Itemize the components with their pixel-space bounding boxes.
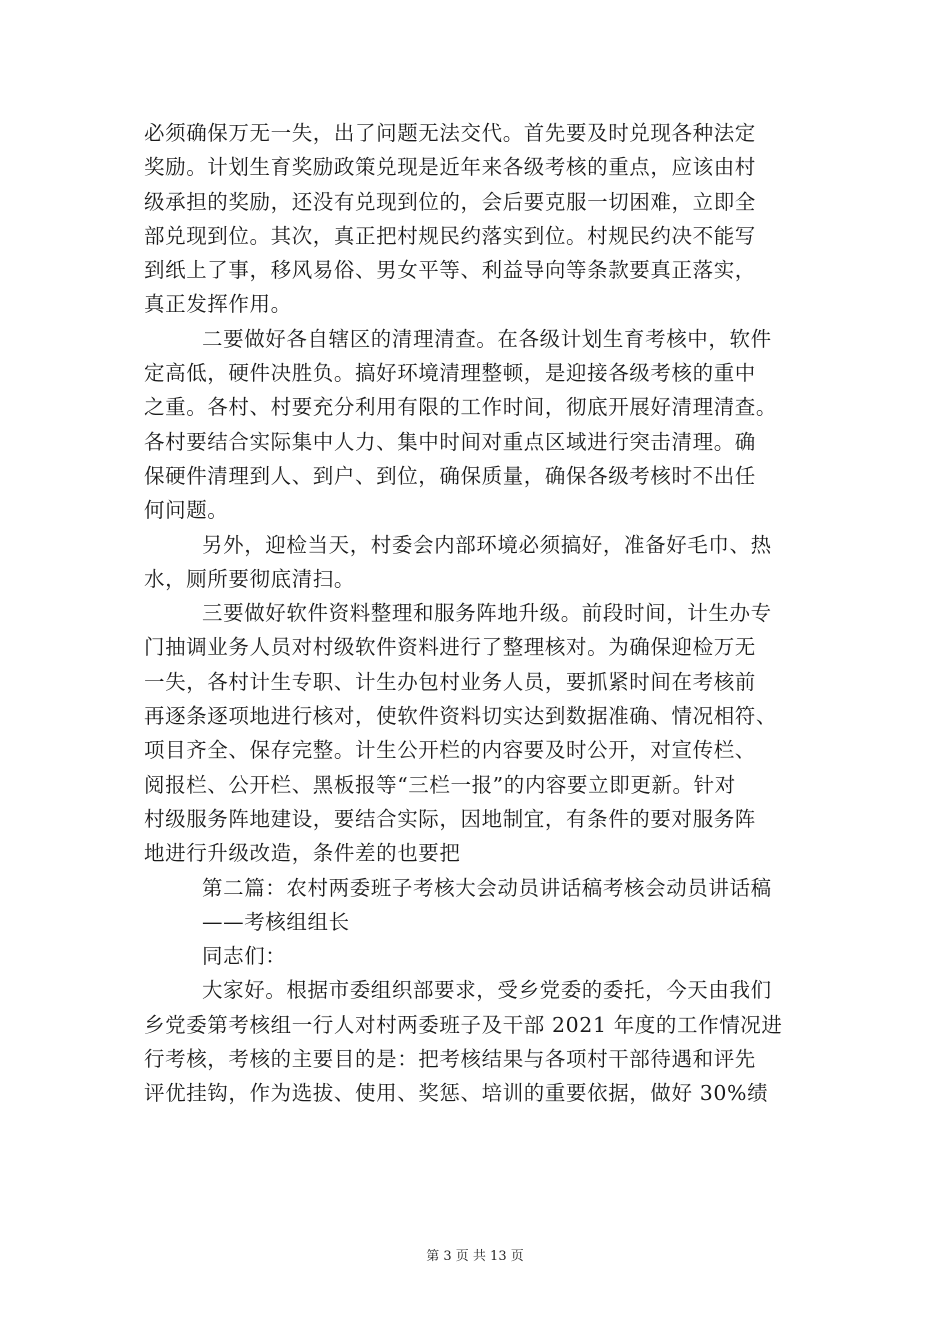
text-line: 大家好。根据市委组织部要求，受乡党委的委托，今天由我们: [202, 978, 772, 1003]
text-line: 村级服务阵地建设，要结合实际，因地制宜，有条件的要对服务阵: [144, 806, 756, 831]
text-line: 奖励。计划生育奖励政策兑现是近年来各级考核的重点，应该由村: [144, 155, 756, 180]
text-line: 项目齐全、保存完整。计生公开栏的内容要及时公开，对宣传栏、: [144, 738, 756, 763]
text-line: 一失，各村计生专职、计生办包村业务人员，要抓紧时间在考核前: [144, 669, 756, 694]
text-line: 到纸上了事，移风易俗、男女平等、利益导向等条款要真正落实，: [144, 258, 756, 283]
text-line: 部兑现到位。其次，真正把村规民约落实到位。村规民约决不能写: [144, 223, 756, 248]
text-line: 级承担的奖励，还没有兑现到位的，会后要克服一切困难，立即全: [144, 189, 756, 214]
text-line: 阅报栏、公开栏、黑板报等“三栏一报”的内容要立即更新。针对: [144, 772, 736, 797]
page-footer: 第 3 页 共 13 页: [426, 1249, 524, 1264]
text-line: 何问题。: [144, 498, 229, 523]
text-line: 三要做好软件资料整理和服务阵地升级。前段时间，计生办专: [202, 601, 772, 626]
text-line: ——考核组组长: [202, 909, 350, 934]
text-line: 保硬件清理到人、到户、到位，确保质量，确保各级考核时不出任: [144, 463, 756, 488]
text-line: 真正发挥作用。: [144, 292, 292, 317]
document-body: [144, 116, 812, 1111]
text-line: 乡党委第考核组一行人对村两委班子及干部 2021 年度的工作情况进: [144, 1012, 783, 1037]
text-line: 行考核，考核的主要目的是：把考核结果与各项村干部待遇和评先: [144, 1047, 756, 1072]
text-line: 各村要结合实际集中人力、集中时间对重点区域进行突击清理。确: [144, 429, 756, 454]
text-line: 同志们：: [202, 944, 287, 969]
text-line: 另外，迎检当天，村委会内部环境必须搞好，准备好毛巾、热: [202, 532, 772, 557]
text-line: 必须确保万无一失，出了问题无法交代。首先要及时兑现各种法定: [144, 121, 756, 145]
text-line: 再逐条逐项地进行核对，使软件资料切实达到数据准确、情况相符、: [144, 704, 777, 729]
text-line: 第二篇：农村两委班子考核大会动员讲话稿考核会动员讲话稿: [202, 875, 772, 900]
text-line: 地进行升级改造，条件差的也要把: [144, 841, 461, 866]
text-line: 评优挂钩，作为选拔、使用、奖惩、培训的重要依据，做好 30%绩: [144, 1081, 769, 1106]
text-line: 之重。各村、村要充分利用有限的工作时间，彻底开展好清理清查。: [144, 395, 777, 420]
text-line: 水，厕所要彻底清扫。: [144, 566, 355, 591]
text-line: 门抽调业务人员对村级软件资料进行了整理核对。为确保迎检万无: [144, 635, 756, 660]
text-line: 二要做好各自辖区的清理清查。在各级计划生育考核中，软件: [202, 326, 772, 351]
text-line: 定高低，硬件决胜负。搞好环境清理整顿，是迎接各级考核的重中: [144, 361, 756, 386]
